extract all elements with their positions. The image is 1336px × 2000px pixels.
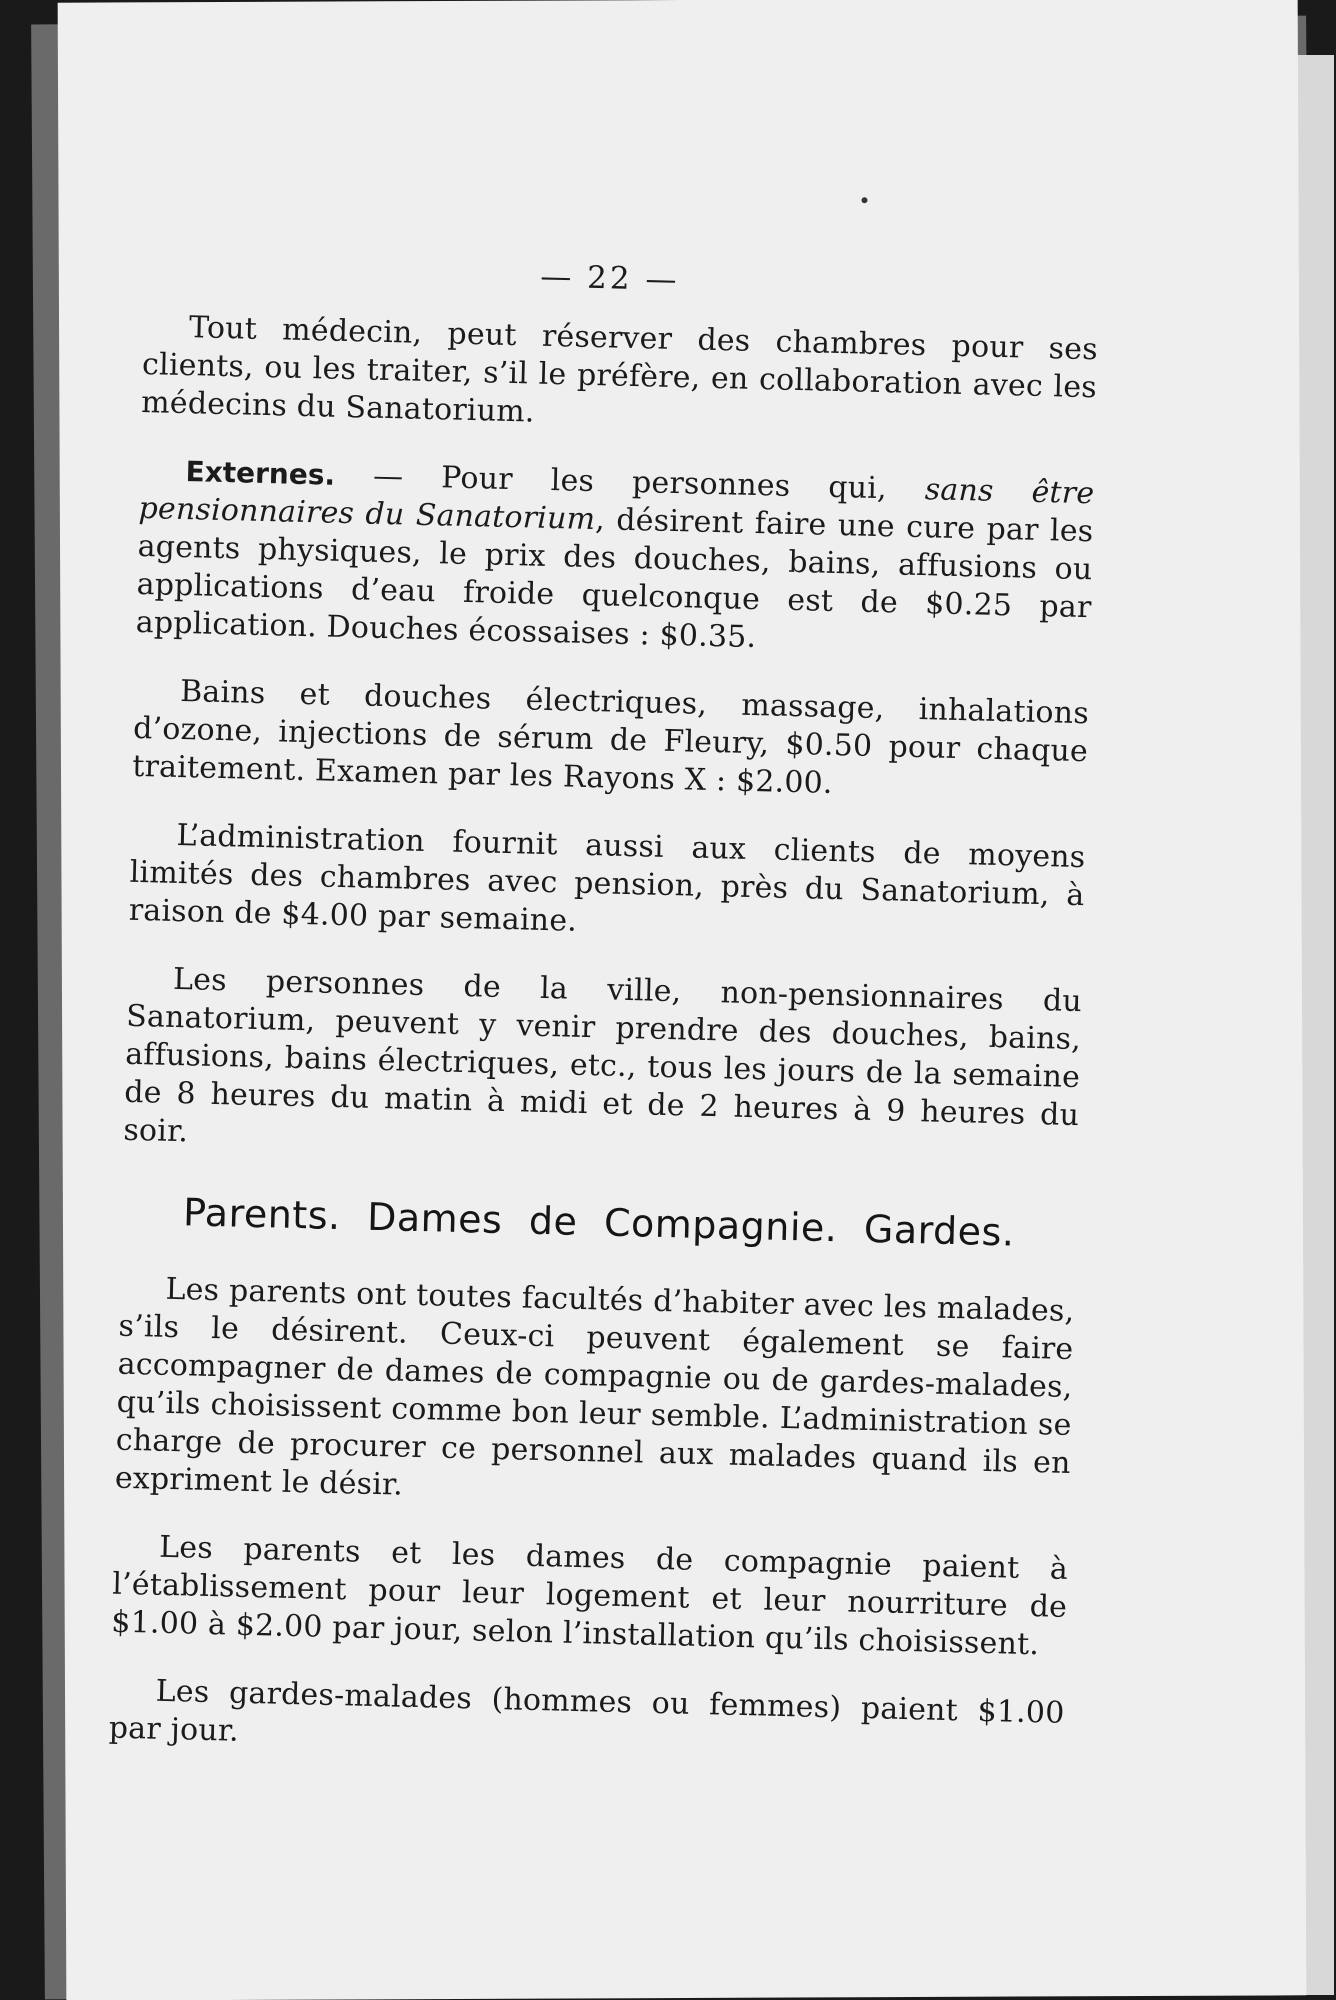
externes-emphasis: sans être pensionnaires du Sanatorium: [138, 472, 1095, 538]
paragraph-parents-fees: Les parents et les dames de compagnie paient à l’établissement pour leur logement et leur nourriture de $1.00 à $2.00 par jour, selon l’installation qu’ils choisissent.: [110, 1529, 1069, 1663]
paragraph-administration: L’administration fournit aussi aux clients de moyens limités des chambres avec pension, près du Sanatorium, à raison de $4.00 par semaine.: [128, 817, 1086, 939]
run-in-heading-externes: Externes.: [185, 455, 336, 492]
externes-rest: , désirent faire une cure par les agents physiques, le prix des douches, bains, affusions ou applications d’eau froide quelconque est de $0.25 par application. Douches écossaises : $0.35.: [135, 502, 1094, 656]
paragraph-electric-baths: Bains et douches électriques, massage, inhalations d’ozone, injections de sérum de Fleury, $0.50 pour chaque traitement. Examen par les Rayons X : $2.00.: [131, 673, 1090, 801]
ink-spot: [862, 197, 868, 203]
section-title: Parents. Dames de Compagnie. Gardes.: [182, 1190, 1016, 1255]
paragraph-doctors: Tout médecin, peut réserver des chambres pour ses clients, ou les traiter, s’il le préfère, en collaboration avec les médecins du Sanatorium.: [140, 310, 1099, 430]
page-number: — 22 —: [539, 258, 680, 299]
paragraph-externes: [135, 452, 1094, 665]
externes-lead: — Pour les personnes qui,: [334, 457, 926, 508]
paragraph-city-persons: Les personnes de la ville, non-pensionnaires du Sanatorium, peuvent y venir prendre des douches, bains, affusions, bains électriques, etc., tous les jours de la semaine de 8 heures du matin à midi et de 2 heures à 9 heures du soir.: [123, 961, 1083, 1150]
page-content: [108, 248, 1100, 1801]
paragraph-parents: Les parents ont toutes facultés d’habiter avec les malades, s’ils le désirent. Ceux-ci peuvent également se faire accompagner de dames de compagnie ou de gardes-malades, qu’ils choisissent comme bon leur semble. L’administration se charge de procurer ce personnel aux malades quand ils en expriment le désir.: [114, 1271, 1075, 1503]
paragraph-nurses-fees: Les gardes-malades (hommes ou femmes) paient $1.00 par jour.: [108, 1673, 1065, 1749]
